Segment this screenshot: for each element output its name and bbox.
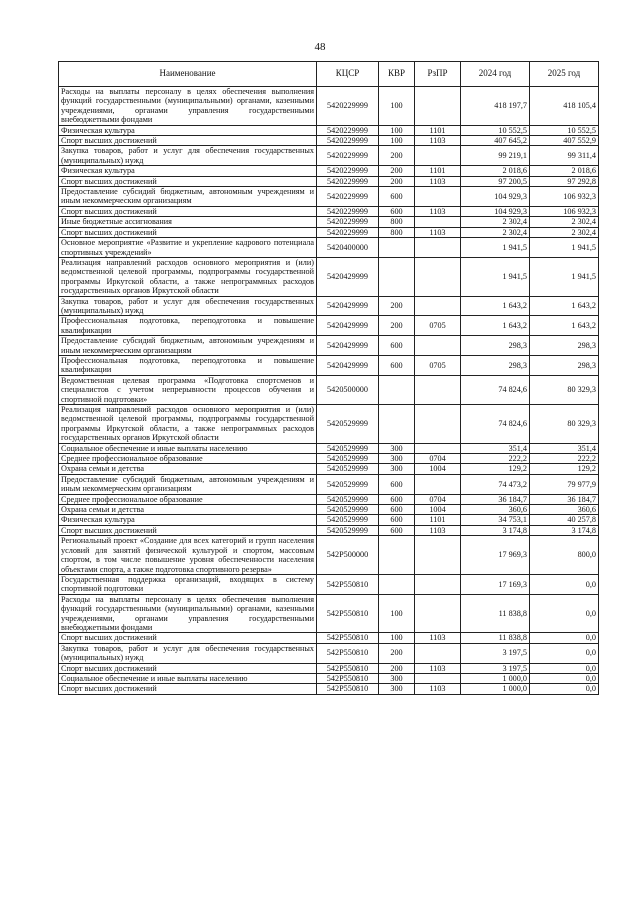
row-kcsr: 5420229999 xyxy=(317,136,379,146)
row-name: Физическая культура xyxy=(59,166,317,176)
row-kvr xyxy=(379,375,415,404)
row-rzpr: 1004 xyxy=(415,505,461,515)
row-kvr: 300 xyxy=(379,673,415,683)
table-row xyxy=(59,136,599,146)
table-body xyxy=(59,87,599,695)
row-2025: 800,0 xyxy=(530,536,599,575)
row-2024: 104 929,3 xyxy=(461,206,530,216)
row-kcsr: 5420529999 xyxy=(317,515,379,525)
row-kcsr: 542P550810 xyxy=(317,594,379,633)
row-2025: 99 311,4 xyxy=(530,146,599,166)
row-name: Предоставление субсидий бюджетным, автономным учреждениям и иным некоммерческим организациям xyxy=(59,474,317,494)
row-kvr: 300 xyxy=(379,684,415,694)
row-kvr: 100 xyxy=(379,125,415,135)
row-name: Социальное обеспечение и иные выплаты населению xyxy=(59,673,317,683)
row-kvr: 100 xyxy=(379,594,415,633)
row-name: Закупка товаров, работ и услуг для обеспечения государственных (муниципальных) нужд xyxy=(59,643,317,663)
row-2025: 79 977,9 xyxy=(530,474,599,494)
row-2025: 129,2 xyxy=(530,464,599,474)
row-name: Спорт высших достижений xyxy=(59,525,317,535)
row-name: Спорт высших достижений xyxy=(59,136,317,146)
row-name: Охрана семьи и детства xyxy=(59,505,317,515)
row-2025: 106 932,3 xyxy=(530,206,599,216)
header-2025: 2025 год xyxy=(530,62,599,87)
row-2025: 1 941,5 xyxy=(530,257,599,296)
table-row xyxy=(59,87,599,126)
row-rzpr: 1103 xyxy=(415,136,461,146)
row-kcsr: 5420500000 xyxy=(317,375,379,404)
row-name: Социальное обеспечение и иные выплаты населению xyxy=(59,443,317,453)
row-rzpr: 0705 xyxy=(415,316,461,336)
row-kvr: 100 xyxy=(379,136,415,146)
row-kcsr: 5420229999 xyxy=(317,176,379,186)
budget-table xyxy=(58,61,599,695)
row-2024: 298,3 xyxy=(461,355,530,375)
row-2024: 17 969,3 xyxy=(461,536,530,575)
row-name: Иные бюджетные ассигнования xyxy=(59,217,317,227)
row-name: Спорт высших достижений xyxy=(59,684,317,694)
header-kcsr: КЦСР xyxy=(317,62,379,87)
table-row xyxy=(59,594,599,633)
row-rzpr: 1101 xyxy=(415,515,461,525)
table-row xyxy=(59,146,599,166)
row-2024: 222,2 xyxy=(461,454,530,464)
row-kcsr: 5420429999 xyxy=(317,336,379,356)
table-row xyxy=(59,296,599,316)
row-kcsr: 542P550810 xyxy=(317,673,379,683)
row-rzpr: 1103 xyxy=(415,633,461,643)
row-kcsr: 5420429999 xyxy=(317,355,379,375)
table-row xyxy=(59,238,599,258)
row-kcsr: 542P500000 xyxy=(317,536,379,575)
row-2024: 74 473,2 xyxy=(461,474,530,494)
table-row xyxy=(59,227,599,237)
row-rzpr: 0704 xyxy=(415,494,461,504)
table-row xyxy=(59,643,599,663)
table-row xyxy=(59,673,599,683)
row-2025: 2 302,4 xyxy=(530,217,599,227)
row-kvr: 300 xyxy=(379,464,415,474)
row-kvr: 600 xyxy=(379,206,415,216)
row-2024: 10 552,5 xyxy=(461,125,530,135)
row-kcsr: 5420529999 xyxy=(317,405,379,444)
row-kvr: 800 xyxy=(379,217,415,227)
row-rzpr xyxy=(415,536,461,575)
row-rzpr: 1103 xyxy=(415,176,461,186)
table-row xyxy=(59,454,599,464)
row-2025: 3 174,8 xyxy=(530,525,599,535)
table-row xyxy=(59,525,599,535)
row-2025: 1 643,2 xyxy=(530,296,599,316)
row-2025: 418 105,4 xyxy=(530,87,599,126)
row-rzpr xyxy=(415,405,461,444)
row-kcsr: 5420529999 xyxy=(317,443,379,453)
row-rzpr xyxy=(415,375,461,404)
table-row xyxy=(59,176,599,186)
row-2025: 2 302,4 xyxy=(530,227,599,237)
row-2025: 0,0 xyxy=(530,643,599,663)
table-row xyxy=(59,257,599,296)
row-rzpr xyxy=(415,443,461,453)
row-2024: 407 645,2 xyxy=(461,136,530,146)
row-2024: 1 643,2 xyxy=(461,316,530,336)
row-rzpr xyxy=(415,336,461,356)
row-kvr xyxy=(379,238,415,258)
row-rzpr xyxy=(415,474,461,494)
row-name: Спорт высших достижений xyxy=(59,663,317,673)
row-2025: 80 329,3 xyxy=(530,375,599,404)
row-kcsr: 542P550810 xyxy=(317,643,379,663)
row-2025: 407 552,9 xyxy=(530,136,599,146)
row-kcsr: 5420529999 xyxy=(317,525,379,535)
header-rzpr: РзПР xyxy=(415,62,461,87)
row-kvr: 800 xyxy=(379,227,415,237)
row-2025: 97 292,8 xyxy=(530,176,599,186)
table-row xyxy=(59,684,599,694)
row-kvr: 600 xyxy=(379,505,415,515)
row-name: Спорт высших достижений xyxy=(59,206,317,216)
row-kvr: 100 xyxy=(379,633,415,643)
row-kcsr: 5420229999 xyxy=(317,87,379,126)
row-name: Расходы на выплаты персоналу в целях обеспечения выполнения функций государственными (муниципальными) органами, казенными учреждениями, органами управления государственными внебюджетными фондами xyxy=(59,87,317,126)
row-2024: 34 753,1 xyxy=(461,515,530,525)
row-kvr: 200 xyxy=(379,643,415,663)
row-rzpr: 1101 xyxy=(415,166,461,176)
row-2025: 36 184,7 xyxy=(530,494,599,504)
row-2024: 3 197,5 xyxy=(461,643,530,663)
row-name: Предоставление субсидий бюджетным, автономным учреждениям и иным некоммерческим организациям xyxy=(59,187,317,207)
row-name: Закупка товаров, работ и услуг для обеспечения государственных (муниципальных) нужд xyxy=(59,146,317,166)
row-2025: 0,0 xyxy=(530,684,599,694)
row-2024: 99 219,1 xyxy=(461,146,530,166)
table-row xyxy=(59,494,599,504)
row-name: Спорт высших достижений xyxy=(59,176,317,186)
row-2024: 2 302,4 xyxy=(461,227,530,237)
table-row xyxy=(59,663,599,673)
row-kcsr: 5420229999 xyxy=(317,166,379,176)
row-2025: 2 018,6 xyxy=(530,166,599,176)
row-rzpr: 1103 xyxy=(415,525,461,535)
row-2025: 222,2 xyxy=(530,454,599,464)
table-row xyxy=(59,375,599,404)
row-kvr: 600 xyxy=(379,515,415,525)
table-row xyxy=(59,316,599,336)
row-kcsr: 5420529999 xyxy=(317,494,379,504)
row-2024: 74 824,6 xyxy=(461,375,530,404)
row-2024: 11 838,8 xyxy=(461,633,530,643)
row-2025: 0,0 xyxy=(530,673,599,683)
row-2025: 0,0 xyxy=(530,663,599,673)
row-kcsr: 5420229999 xyxy=(317,125,379,135)
row-rzpr xyxy=(415,574,461,594)
header-2024: 2024 год xyxy=(461,62,530,87)
row-2024: 2 302,4 xyxy=(461,217,530,227)
table-header-row xyxy=(59,62,599,87)
row-kvr: 100 xyxy=(379,87,415,126)
row-2025: 360,6 xyxy=(530,505,599,515)
row-2025: 298,3 xyxy=(530,336,599,356)
table-row xyxy=(59,505,599,515)
row-name: Спорт высших достижений xyxy=(59,633,317,643)
row-kvr: 600 xyxy=(379,187,415,207)
row-2025: 0,0 xyxy=(530,594,599,633)
row-kvr: 200 xyxy=(379,166,415,176)
row-rzpr xyxy=(415,296,461,316)
row-2025: 0,0 xyxy=(530,574,599,594)
row-kcsr: 5420529999 xyxy=(317,474,379,494)
row-kcsr: 5420229999 xyxy=(317,187,379,207)
row-kcsr: 5420529999 xyxy=(317,505,379,515)
row-kvr xyxy=(379,574,415,594)
row-rzpr: 1103 xyxy=(415,663,461,673)
header-kvr: КВР xyxy=(379,62,415,87)
row-kvr: 200 xyxy=(379,316,415,336)
row-name: Реализация направлений расходов основного мероприятия и (или) ведомственной целевой программы, подпрограммы государственной программы Иркутской области, а также непрограммных расходов государственных органов Иркутской области xyxy=(59,405,317,444)
row-name: Закупка товаров, работ и услуг для обеспечения государственных (муниципальных) нужд xyxy=(59,296,317,316)
header-name: Наименование xyxy=(59,62,317,87)
row-kvr xyxy=(379,405,415,444)
row-kvr: 600 xyxy=(379,525,415,535)
row-2024: 1 643,2 xyxy=(461,296,530,316)
row-name: Охрана семьи и детства xyxy=(59,464,317,474)
row-2024: 74 824,6 xyxy=(461,405,530,444)
row-name: Спорт высших достижений xyxy=(59,227,317,237)
row-name: Профессиональная подготовка, переподготовка и повышение квалификации xyxy=(59,316,317,336)
row-2024: 351,4 xyxy=(461,443,530,453)
row-kcsr: 5420429999 xyxy=(317,296,379,316)
row-2024: 360,6 xyxy=(461,505,530,515)
table-row xyxy=(59,187,599,207)
table-row xyxy=(59,536,599,575)
row-2024: 36 184,7 xyxy=(461,494,530,504)
row-kvr: 200 xyxy=(379,663,415,673)
page-number: 48 xyxy=(314,41,326,53)
row-rzpr xyxy=(415,257,461,296)
table-row xyxy=(59,217,599,227)
row-2024: 1 941,5 xyxy=(461,257,530,296)
row-kvr xyxy=(379,257,415,296)
row-rzpr xyxy=(415,217,461,227)
table-row xyxy=(59,405,599,444)
row-rzpr: 1103 xyxy=(415,684,461,694)
row-kcsr: 542P550810 xyxy=(317,684,379,694)
row-2024: 104 929,3 xyxy=(461,187,530,207)
table-row xyxy=(59,464,599,474)
row-2025: 40 257,8 xyxy=(530,515,599,525)
row-rzpr xyxy=(415,673,461,683)
row-2025: 80 329,3 xyxy=(530,405,599,444)
row-kvr: 200 xyxy=(379,146,415,166)
row-kcsr: 5420429999 xyxy=(317,316,379,336)
row-2024: 298,3 xyxy=(461,336,530,356)
row-kvr: 300 xyxy=(379,443,415,453)
table-row xyxy=(59,574,599,594)
row-name: Основное мероприятие «Развитие и укрепление кадрового потенциала спортивных учреждений» xyxy=(59,238,317,258)
row-kcsr: 5420229999 xyxy=(317,146,379,166)
row-kvr: 300 xyxy=(379,454,415,464)
row-rzpr: 0704 xyxy=(415,454,461,464)
row-kcsr: 5420529999 xyxy=(317,454,379,464)
row-name: Реализация направлений расходов основного мероприятия и (или) ведомственной целевой программы, подпрограммы государственной программы Иркутской области, а также непрограммных расходов государственных органов Иркутской области xyxy=(59,257,317,296)
row-name: Региональный проект «Создание для всех категорий и групп населения условий для занятий физической культурой и спортом, массовым спортом, в том числе повышение уровня обеспеченности населения объектами спорта, а также подготовка спортивного резерва» xyxy=(59,536,317,575)
row-name: Физическая культура xyxy=(59,125,317,135)
row-kvr: 600 xyxy=(379,494,415,504)
row-name: Среднее профессиональное образование xyxy=(59,454,317,464)
table-row xyxy=(59,633,599,643)
row-2024: 1 941,5 xyxy=(461,238,530,258)
row-2024: 129,2 xyxy=(461,464,530,474)
row-2024: 1 000,0 xyxy=(461,673,530,683)
row-name: Государственная поддержка организаций, входящих в систему спортивной подготовки xyxy=(59,574,317,594)
row-name: Профессиональная подготовка, переподготовка и повышение квалификации xyxy=(59,355,317,375)
row-rzpr: 0705 xyxy=(415,355,461,375)
row-kvr: 600 xyxy=(379,336,415,356)
row-rzpr xyxy=(415,87,461,126)
row-rzpr: 1004 xyxy=(415,464,461,474)
table-row xyxy=(59,166,599,176)
row-kcsr: 5420229999 xyxy=(317,227,379,237)
row-rzpr xyxy=(415,187,461,207)
row-kvr: 200 xyxy=(379,296,415,316)
row-kvr: 200 xyxy=(379,176,415,186)
row-kcsr: 5420229999 xyxy=(317,217,379,227)
row-kcsr: 542P550810 xyxy=(317,663,379,673)
row-2025: 351,4 xyxy=(530,443,599,453)
table-row xyxy=(59,336,599,356)
table-row xyxy=(59,515,599,525)
row-2024: 3 174,8 xyxy=(461,525,530,535)
row-rzpr xyxy=(415,594,461,633)
table-row xyxy=(59,474,599,494)
row-name: Ведомственная целевая программа «Подготовка спортсменов и специалистов с учетом непрерывности процессов обучения и спортивной подготовки» xyxy=(59,375,317,404)
row-kcsr: 542P550810 xyxy=(317,633,379,643)
row-kcsr: 5420429999 xyxy=(317,257,379,296)
row-2024: 17 169,3 xyxy=(461,574,530,594)
row-kvr: 600 xyxy=(379,474,415,494)
row-2024: 1 000,0 xyxy=(461,684,530,694)
row-2025: 0,0 xyxy=(530,633,599,643)
row-rzpr xyxy=(415,238,461,258)
row-2024: 2 018,6 xyxy=(461,166,530,176)
row-name: Физическая культура xyxy=(59,515,317,525)
row-2025: 10 552,5 xyxy=(530,125,599,135)
row-rzpr xyxy=(415,146,461,166)
row-2024: 418 197,7 xyxy=(461,87,530,126)
table-row xyxy=(59,125,599,135)
row-2025: 1 643,2 xyxy=(530,316,599,336)
row-kcsr: 5420229999 xyxy=(317,206,379,216)
row-kcsr: 542P550810 xyxy=(317,574,379,594)
table-row xyxy=(59,206,599,216)
row-name: Предоставление субсидий бюджетным, автономным учреждениям и иным некоммерческим организациям xyxy=(59,336,317,356)
row-2024: 3 197,5 xyxy=(461,663,530,673)
row-rzpr: 1101 xyxy=(415,125,461,135)
row-kcsr: 5420529999 xyxy=(317,464,379,474)
row-kcsr: 5420400000 xyxy=(317,238,379,258)
row-rzpr: 1103 xyxy=(415,206,461,216)
row-2024: 97 200,5 xyxy=(461,176,530,186)
row-2024: 11 838,8 xyxy=(461,594,530,633)
row-rzpr xyxy=(415,643,461,663)
table-row xyxy=(59,443,599,453)
row-2025: 1 941,5 xyxy=(530,238,599,258)
row-name: Среднее профессиональное образование xyxy=(59,494,317,504)
row-kvr: 600 xyxy=(379,355,415,375)
row-2025: 106 932,3 xyxy=(530,187,599,207)
row-kvr xyxy=(379,536,415,575)
row-2025: 298,3 xyxy=(530,355,599,375)
row-rzpr: 1103 xyxy=(415,227,461,237)
row-name: Расходы на выплаты персоналу в целях обеспечения выполнения функций государственными (муниципальными) органами, казенными учреждениями, органами управления государственными внебюджетными фондами xyxy=(59,594,317,633)
table-row xyxy=(59,355,599,375)
